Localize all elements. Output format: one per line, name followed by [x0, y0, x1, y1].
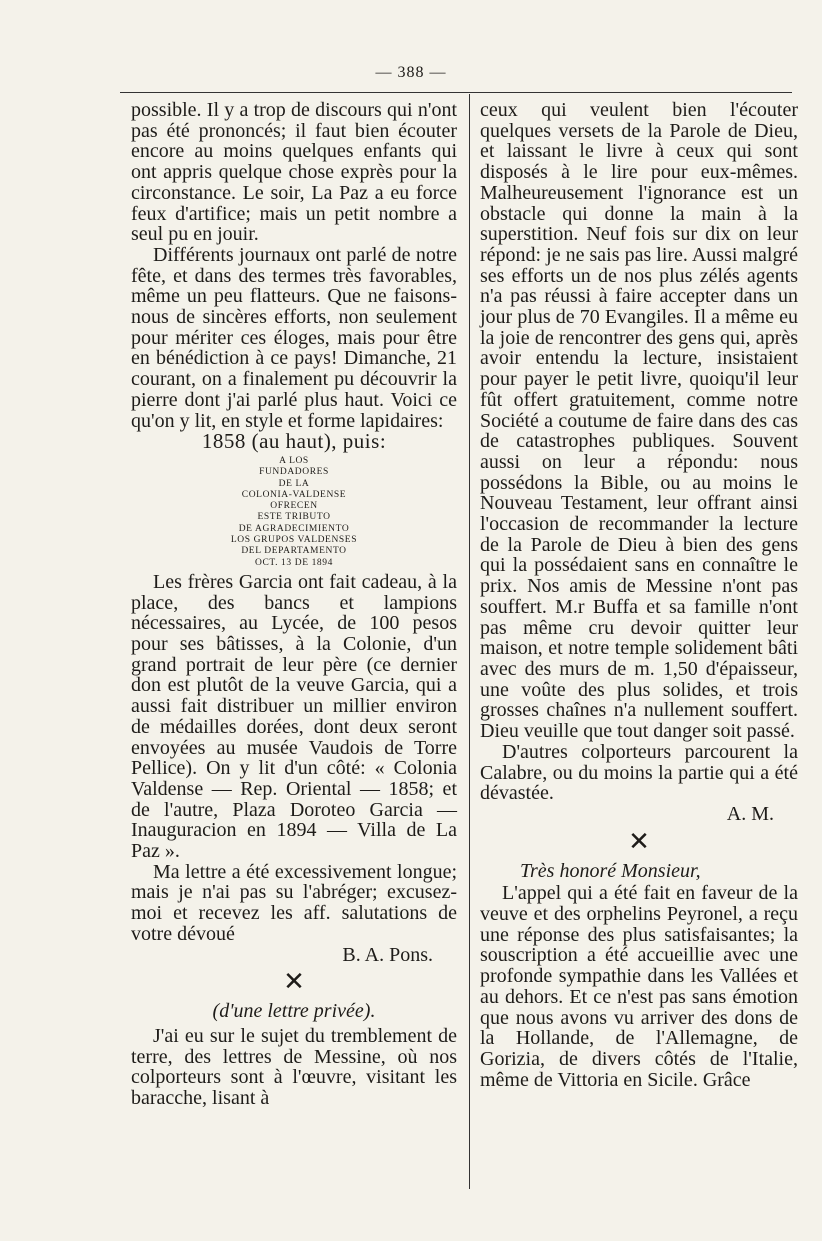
- inscription-line: OCT. 13 DE 1894: [255, 557, 333, 568]
- paragraph-left-3: Les frères Garcia ont fait cadeau, à la place, des bancs et lampions nécessaires, au Lycée, de 100 pesos pour ses bâtisses, à la Colonie, d'un grand portrait de leur père (ce dernier don est plutôt de la veuve Garcia, qui a aussi fait distribuer un millier environ de médailles dorées, dont deux seront envoyées au musée Vaudois de Torre Pellice). On y lit d'un côté: « Colonia Valdense — Rep. Oriental — 1858; et de l'autre, Plaza Doroteo Garcia — Inauguracion en 1894 — Villa de La Paz ».: [131, 570, 457, 863]
- signature-am: A. M.: [726, 802, 774, 825]
- inscription-line: ESTE TRIBUTO: [257, 512, 331, 523]
- paragraph-left-5: J'ai eu sur le sujet du tremblement de terre, des lettres de Messine, où nos colporteurs sont à l'œuvre, visitant les baracche, lisant à: [131, 1024, 457, 1110]
- paragraph-right-1: ceux qui veulent bien l'écouter quelques versets de la Parole de Dieu, et laissant le livre à ceux qui sont disposés à le lire pour eux-mêmes. Malheureusement l'ignorance est un obstacle qui donne la main à la superstition. Neuf fois sur dix on leur répond: je ne sais pas lire. Aussi malgré ses efforts un de nos plus zélés agents n'a pas réussi à faire accepter dans un jour plus de 70 Evangiles. Il a même eu la joie de rencontrer des gens qui, après avoir entendu la lecture, insistaient pour payer le petit livre, quoiqu'il leur fût offert gratuitement, comme notre Société a coutume de faire dans des cas de catastrophes publiques. Souvent aussi on leur a répondu: nous possédons la Bible, ou au moins le Nouveau Testament, leur offrant ainsi l'occasion de recommander la lecture de la Parole de Dieu à bien des gens qui la possédaient sans en connaître le prix. Nos amis de Messine n'ont pas souffert. M.r Buffa et sa famille n'ont pas même cru devoir quitter leur maison, et notre temple solidement bâti avec des murs de m. 1,50 d'épaisseur, une voûte des plus solides, et trois grosses chaînes n'a nullement souffert. Dieu veuille que tout danger soit passé.: [480, 99, 798, 743]
- inscription-line: DE AGRADECIMIENTO: [238, 523, 350, 534]
- paragraph-right-2: D'autres colporteurs parcourent la Calabre, ou du moins la partie qui a été dévastée.: [480, 740, 798, 805]
- page-number: — 388 —: [375, 64, 447, 81]
- letter-salutation: Très honoré Monsieur,: [520, 859, 701, 882]
- paragraph-right-3: L'appel qui a été fait en faveur de la veuve et des orphelins Peyronel, a reçu une réponse des plus satisfaisantes; la souscription a été accueillie avec une profonde sympathie dans les Vallées et au dehors. Et ce n'est pas sans émotion que nous avons vu arriver des dons de la Hollande, de l'Allemagne, de Gorizia, de divers côtés de l'Italie, même de Vittoria en Sicile. Grâce: [480, 882, 798, 1091]
- inscription-line: COLONIA-VALDENSE: [241, 489, 347, 500]
- column-divider: [469, 94, 470, 1189]
- paragraph-left-1: possible. Il y a trop de discours qui n'ont pas été prononcés; il faut bien écouter encore au moins quelques enfants qui ont appris quelque chose exprès pour la circonstance. Le soir, La Paz a eu force feux d'artifice; mais un petit nombre a seul pu en jouir.: [131, 99, 457, 246]
- inscription-line: OFRECEN: [270, 501, 318, 512]
- section-cross-icon: ✕: [628, 826, 650, 857]
- inscription-line: FUNDADORES: [259, 467, 329, 478]
- signature-pons: B. A. Pons.: [342, 943, 433, 966]
- section-title: (d'une lettre privée).: [212, 1000, 376, 1023]
- paragraph-left-4: Ma lettre a été excessivement longue; mais je n'ai pas su l'abréger; excusez-moi et recevez les aff. salutations de votre dévoué: [131, 860, 457, 945]
- inscription-line: DE LA: [278, 478, 310, 489]
- inscription-block: [131, 456, 457, 569]
- right-column: [480, 100, 798, 1090]
- inscription-line: LOS GRUPOS VALDENSES: [230, 535, 358, 546]
- inscription-line: A LOS: [279, 455, 309, 466]
- inscription-heading: 1858 (au haut), puis:: [201, 429, 387, 454]
- inscription-line: DEL DEPARTAMENTO: [241, 546, 347, 557]
- header-rule: [120, 92, 792, 93]
- section-cross-icon: ✕: [283, 967, 305, 998]
- left-column: [131, 100, 457, 1109]
- paragraph-left-2: Différents journaux ont parlé de notre fête, et dans des termes très favorables, même un peu flatteurs. Que ne faisons-nous de sincères efforts, non seulement pour mériter ces éloges, mais pour être en bénédiction à ce pays! Dimanche, 21 courant, on a finalement pu découvrir la pierre dont j'ai parlé plus haut. Voici ce qu'on y lit, en style et forme lapidaires:: [131, 243, 457, 432]
